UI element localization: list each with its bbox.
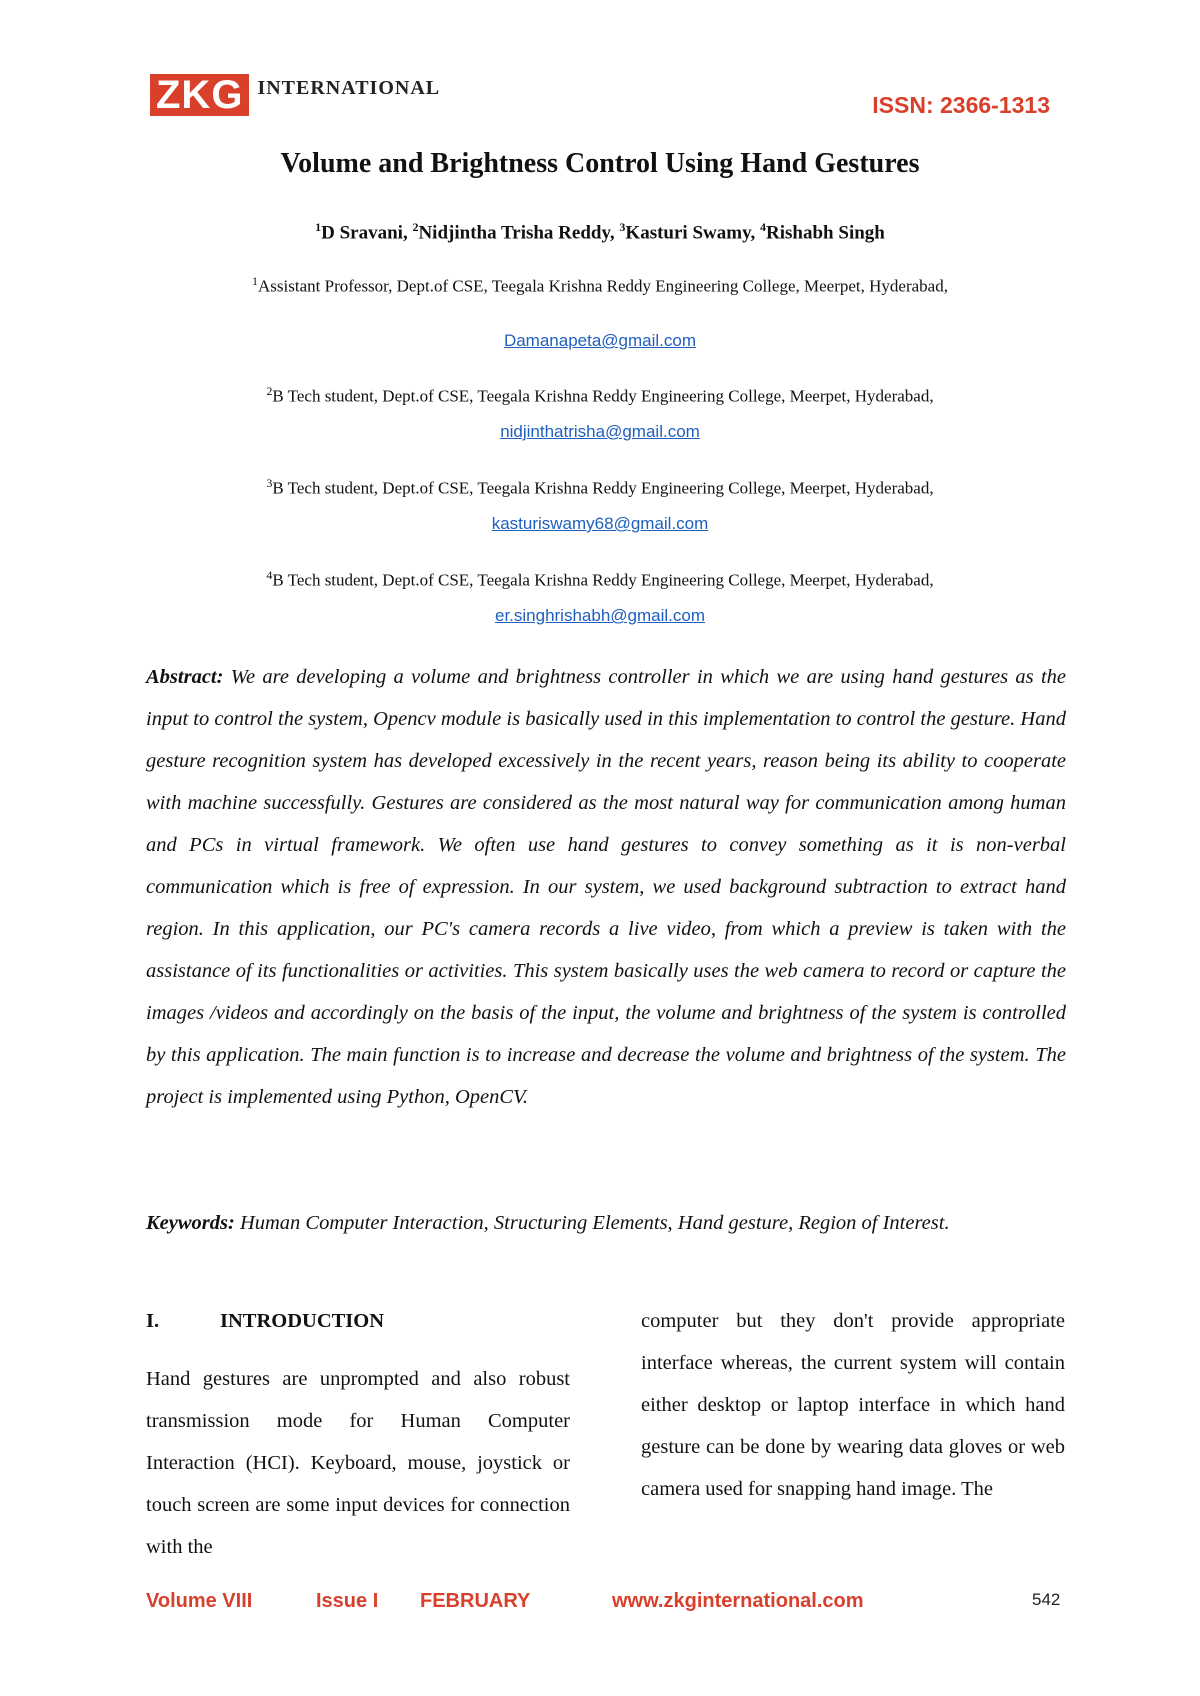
author-name: Nidjintha Trisha Reddy, (418, 222, 620, 244)
affiliation-text: Assistant Professor, Dept.of CSE, Teegala Krishna Reddy Engineering College, Meerpet, Hyderabad, (258, 276, 948, 296)
author-email-1[interactable]: Damanapeta@gmail.com (503, 331, 697, 350)
section-number: I. (146, 1310, 160, 1332)
issn-label: ISSN: 2366-1313 (872, 92, 1050, 118)
affiliation-text: B Tech student, Dept.of CSE, Teegala Krishna Reddy Engineering College, Meerpet, Hyderabad, (272, 386, 934, 406)
keywords-label: Keywords: (146, 1212, 235, 1234)
keywords (146, 1202, 1066, 1244)
abstract-text: We are developing a volume and brightness controller in which we are using hand gestures as the input to control the system, Opencv module is basically used in this implementation to control the gesture. Hand gesture recognition system has developed excessively in the recent years, reason being its ability to cooperate with machine successfully. Gestures are considered as the most natural way for communication among human and PCs in virtual framework. We often use hand gestures to convey something as it is non-verbal communication which is free of expression. In our system, we used background subtraction to extract hand region. In this application, our PC's camera records a live video, from which a preview is taken with the assistance of its functionalities or activities. This system basically uses the web camera to record or capture the images /videos and accordingly on the basis of the input, the volume and brightness of the system is controlled by this application. The main function is to increase and decrease the volume and brightness of the system. The project is implemented using Python, OpenCV. (146, 666, 1066, 1108)
author-name: D Sravani, (321, 222, 413, 244)
page-number: 542 (1032, 1590, 1061, 1609)
footer-issue: Issue I (316, 1590, 379, 1612)
affiliation-1 (0, 274, 1200, 297)
author-sup: 4 (760, 220, 767, 234)
section-heading (146, 1300, 570, 1342)
footer-website[interactable]: www.zkginternational.com (612, 1590, 864, 1612)
affiliation-sup: 2 (266, 384, 273, 398)
author-sup: 2 (412, 220, 419, 234)
intro-right-column (641, 1300, 1065, 1510)
author-sup: 1 (315, 220, 322, 234)
paper-title: Volume and Brightness Control Using Hand Gestures (280, 148, 920, 179)
author-name: Kasturi Swamy, (625, 222, 761, 244)
affiliation-sup: 4 (266, 568, 273, 582)
author-sup: 3 (619, 220, 626, 234)
affiliation-sup: 1 (252, 274, 259, 288)
intro-paragraph-left: Hand gestures are unprompted and also robust transmission mode for Human Computer Interaction (HCI). Keyboard, mouse, joystick or touch screen are some input devices for connection with the (146, 1368, 570, 1558)
author-email-4[interactable]: er.singhrishabh@gmail.com (494, 606, 706, 625)
affiliation-2 (0, 384, 1200, 407)
author-name: Rishabh Singh (766, 222, 885, 244)
footer-month: FEBRUARY (420, 1590, 531, 1612)
affiliation-4 (0, 568, 1200, 591)
journal-logo (150, 74, 440, 116)
section-title: INTRODUCTION (220, 1310, 385, 1332)
logo-wordmark: INTERNATIONAL (257, 76, 441, 99)
author-email-3[interactable]: kasturiswamy68@gmail.com (491, 514, 709, 533)
logo-mark: ZKG (150, 74, 249, 116)
keywords-text: Human Computer Interaction, Structuring Elements, Hand gesture, Region of Interest. (234, 1212, 950, 1234)
affiliation-3 (0, 476, 1200, 499)
footer-volume: Volume VIII (146, 1590, 253, 1612)
intro-left-column (146, 1300, 570, 1568)
author-list (0, 220, 1200, 244)
intro-paragraph-right: computer but they don't provide appropriate interface whereas, the current system will contain either desktop or laptop interface in which hand gesture can be done by wearing data gloves or web camera used for snapping hand image. The (641, 1310, 1065, 1500)
affiliation-sup: 3 (266, 476, 273, 490)
affiliation-text: B Tech student, Dept.of CSE, Teegala Krishna Reddy Engineering College, Meerpet, Hyderabad, (272, 570, 934, 590)
author-email-2[interactable]: nidjinthatrisha@gmail.com (500, 422, 700, 441)
abstract-label: Abstract: (146, 666, 224, 688)
abstract (146, 656, 1066, 1118)
affiliation-text: B Tech student, Dept.of CSE, Teegala Krishna Reddy Engineering College, Meerpet, Hyderabad, (272, 478, 934, 498)
